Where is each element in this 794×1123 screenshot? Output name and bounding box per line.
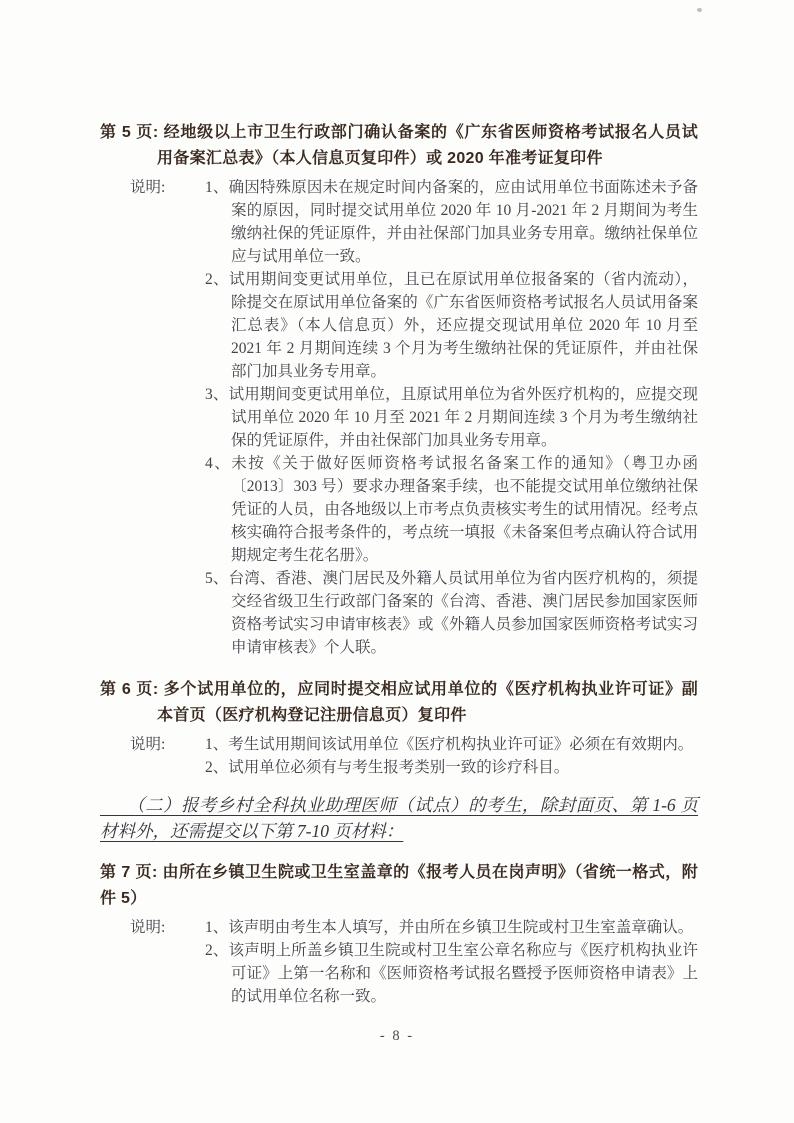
note-block (100, 733, 698, 779)
section-heading (100, 860, 698, 912)
note-block (100, 176, 698, 659)
item-text: 该声明由考生本人填写，并由所在乡镇卫生院或村卫生室盖章确认。 (228, 919, 694, 936)
note-item (205, 733, 698, 756)
section-heading (100, 677, 698, 729)
item-text: 该声明上所盖乡镇卫生院或村卫生室公章名称应与《医疗机构执业许可证》上第一名称和《医师资格考试报名暨授予医师资格申请表》上的试用单位名称一致。 (228, 942, 698, 1005)
item-text: 未按《关于做好医师资格考试报名备案工作的通知》（粤卫办函〔2013〕303 号）要求办理备案手续，也不能提交试用单位缴纳社保凭证的人员，由各地级以上市考点负责核实考生的试用情况。经考点核实确符合报考条件的，考点统一填报《未备案但考点确认符合试用期规定考生花名册》。 (231, 455, 698, 564)
item-number: 3、 (205, 386, 229, 403)
item-number: 2、 (205, 942, 229, 959)
section-page-label: 第 7 页: (100, 864, 158, 881)
page-number: - 8 - (379, 1028, 415, 1044)
note-item (205, 939, 698, 1008)
section-page-7 (100, 860, 698, 1008)
section-page-5 (100, 120, 698, 659)
item-number: 1、 (205, 919, 229, 936)
section-title: 由所在乡镇卫生院或卫生室盖章的《报考人员在岗声明》（省统一格式，附件 5） (100, 864, 699, 907)
section-title: 多个试用单位的，应同时提交相应试用单位的《医疗机构执业许可证》副本首页（医疗机构登记注册信息页）复印件 (157, 681, 698, 724)
section-heading (100, 120, 698, 172)
note-item (205, 452, 698, 567)
note-block (100, 916, 698, 1008)
note-items (205, 916, 698, 1008)
note-item (205, 916, 698, 939)
note-item (205, 383, 698, 452)
note-item (205, 567, 698, 659)
item-number: 2、 (205, 759, 229, 776)
item-text: 确因特殊原因未在规定时间内备案的，应由试用单位书面陈述未予备案的原因，同时提交试用单位 2020 年 10 月-2021 年 2 月期间为考生缴纳社保的凭证原件，并由社保部门加具业务专用章。缴纳社保单位应与试用单位一致。 (228, 179, 698, 265)
item-text: 试用单位必须有与考生报考类别一致的诊疗科目。 (228, 759, 570, 776)
note-items (205, 733, 698, 779)
item-number: 2、 (205, 271, 230, 288)
note-label: 说明: (130, 919, 166, 936)
item-number: 1、 (205, 179, 229, 196)
item-text: 台湾、香港、澳门居民及外籍人员试用单位为省内医疗机构的，须提交经省级卫生行政部门备案的《台湾、香港、澳门居民参加国家医师资格考试实习申请审核表》或《外籍人员参加国家医师资格考试实习申请审核表》个人联。 (228, 570, 698, 656)
subsection-heading: （二）报考乡村全科执业助理医师（试点）的考生，除封面页、第 1-6 页材料外，还需提交以下第 7-10 页材料： (100, 795, 698, 841)
note-items (205, 176, 698, 659)
item-text: 试用期间变更试用单位，且已在原试用单位报备案的（省内流动），除提交在原试用单位备案的《广东省医师资格考试报名人员试用备案汇总表》（本人信息页）外，还应提交现试用单位 2020 年 10 月至 2021 年 2 月期间连续 3 个月为考生缴纳社保的凭证原件，并由社保部门加具业务专用章。 (229, 271, 698, 380)
note-item (205, 268, 698, 383)
section-page-6 (100, 677, 698, 779)
item-text: 试用期间变更试用单位，且原试用单位为省外医疗机构的，应提交现试用单位 2020 年 10 月至 2021 年 2 月期间连续 3 个月为考生缴纳社保的凭证原件，并由社保部门加具业务专用章。 (228, 386, 698, 449)
item-number: 1、 (205, 736, 229, 753)
section-title: 经地级以上市卫生行政部门确认备案的《广东省医师资格考试报名人员试用备案汇总表》（本人信息页复印件）或 2020 年准考证复印件 (157, 124, 698, 167)
scan-artifact-dot (697, 8, 702, 12)
item-text: 考生试用期间该试用单位《医疗机构执业许可证》必须在有效期内。 (228, 736, 694, 753)
note-item (205, 756, 698, 779)
note-label: 说明: (130, 736, 166, 753)
section-page-label: 第 6 页: (100, 681, 159, 698)
note-label: 说明: (130, 179, 166, 196)
item-number: 5、 (205, 570, 229, 587)
section-page-label: 第 5 页: (100, 124, 159, 141)
note-item (205, 176, 698, 268)
item-number: 4、 (205, 455, 232, 472)
